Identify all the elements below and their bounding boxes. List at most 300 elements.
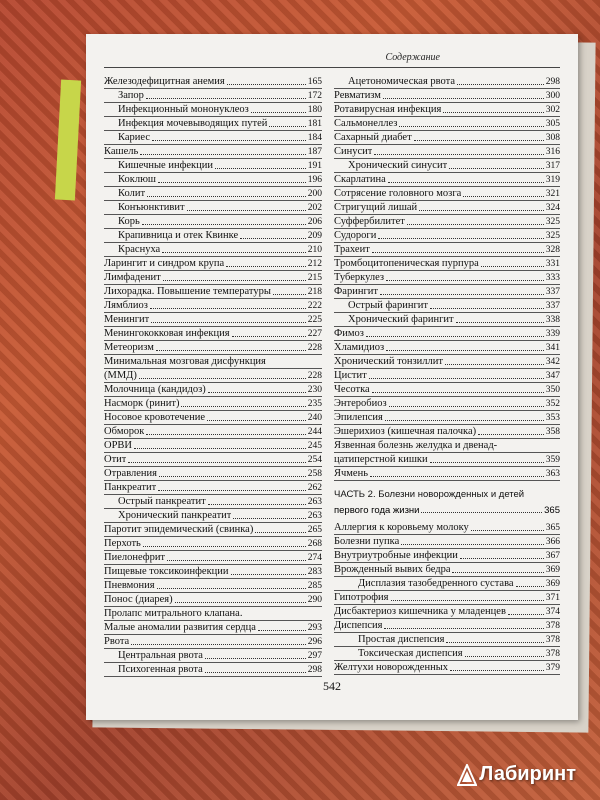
toc-entry[interactable]	[104, 454, 322, 467]
toc-entry[interactable]	[104, 649, 322, 662]
entry-title: Конъюнктивит	[118, 202, 185, 214]
entry-title: Кишечные инфекции	[118, 160, 214, 172]
toc-entry[interactable]	[334, 202, 560, 215]
entry-title: Малые аномалии развития сердца	[104, 621, 256, 633]
entry-title: Гипотрофия	[334, 592, 389, 604]
toc-entry[interactable]	[334, 160, 560, 173]
entry-title: Краснуха	[118, 244, 161, 256]
entry-title: Трахеит	[334, 244, 370, 256]
toc-entry[interactable]	[104, 398, 322, 411]
entry-title: Фимоз	[334, 328, 364, 340]
toc-entry[interactable]	[104, 537, 322, 550]
leader-dots	[380, 294, 544, 295]
entry-title: Отравления	[104, 467, 157, 479]
leader-dots	[233, 518, 305, 519]
entry-title: Дисплазия тазобедренного сустава	[358, 578, 514, 590]
entry-page: 305	[545, 119, 560, 130]
entry-page: 328	[545, 245, 560, 256]
toc-entry[interactable]	[104, 426, 322, 439]
entry-title: Колит	[118, 188, 146, 200]
toc-entry[interactable]	[334, 216, 560, 229]
toc-entry[interactable]	[334, 592, 560, 605]
entry-title: Пневмония	[104, 579, 155, 591]
toc-entry[interactable]	[104, 202, 322, 215]
entry-title: Рвота	[104, 635, 130, 647]
entry-page: 298	[307, 664, 322, 675]
entry-title: Болезни пупка	[334, 536, 400, 548]
leader-dots	[208, 504, 306, 505]
toc-entry[interactable]	[334, 564, 560, 577]
watermark-text: Лабиринт	[479, 763, 576, 785]
leader-dots	[407, 224, 544, 225]
toc-entry[interactable]	[334, 76, 560, 89]
leader-dots	[421, 512, 542, 513]
toc-entry[interactable]	[334, 132, 560, 145]
entry-page: 367	[545, 551, 560, 562]
leader-dots	[374, 154, 543, 155]
toc-entry[interactable]	[104, 663, 322, 676]
entry-page: 225	[307, 315, 322, 326]
entry-title: Ячмень	[334, 467, 368, 479]
entry-title: Чесотка	[334, 384, 370, 396]
toc-entry[interactable]	[334, 426, 560, 439]
toc-entry[interactable]	[334, 244, 560, 257]
toc-entry[interactable]	[334, 398, 560, 411]
entry-title: Хронический панкреатит	[118, 509, 232, 521]
leader-dots	[134, 448, 306, 449]
toc-entry[interactable]	[334, 342, 560, 355]
entry-page: 365	[545, 523, 560, 534]
book-cover-edge	[55, 80, 81, 201]
entry-page: 347	[545, 371, 560, 382]
toc-entry[interactable]	[104, 146, 322, 159]
leader-dots	[370, 476, 544, 477]
entry-title: Сальмонеллез	[334, 118, 398, 130]
entry-title: Кашель	[104, 146, 139, 158]
entry-title: Обморок	[104, 426, 145, 437]
toc-entry[interactable]	[334, 662, 560, 675]
watermark-logo	[457, 763, 576, 786]
toc-entry[interactable]	[104, 607, 322, 620]
leader-dots	[181, 406, 305, 407]
leader-dots	[231, 574, 306, 575]
toc-entry[interactable]	[104, 468, 322, 481]
toc-entry[interactable]	[104, 384, 322, 397]
entry-page: 222	[307, 301, 322, 312]
leader-dots	[159, 476, 306, 477]
leader-dots	[449, 168, 544, 169]
labirint-logo-icon	[457, 764, 477, 786]
entry-title: Панкреатит	[104, 481, 157, 493]
toc-entry[interactable]	[104, 635, 322, 648]
entry-title: Аллергия к коровьему молоку	[334, 522, 469, 534]
leader-dots	[401, 544, 543, 545]
toc-entry[interactable]	[104, 342, 322, 355]
entry-page: 378	[545, 635, 560, 646]
toc-entry[interactable]	[104, 188, 322, 201]
toc-entry[interactable]	[104, 244, 322, 257]
toc-entry[interactable]	[104, 286, 322, 299]
leader-dots	[460, 558, 544, 559]
entry-page: 321	[545, 189, 560, 200]
entry-title: Корь	[118, 216, 140, 228]
entry-page: 359	[545, 454, 560, 465]
toc-entry[interactable]	[104, 300, 322, 313]
toc-entry[interactable]	[104, 496, 322, 509]
leader-dots	[478, 434, 544, 435]
entry-page: 202	[307, 203, 322, 214]
entry-title: Ротавирусная инфекция	[334, 104, 442, 116]
entry-page: 274	[307, 552, 322, 563]
toc-entry[interactable]	[334, 634, 560, 647]
toc-entry[interactable]	[334, 370, 560, 383]
toc-entry[interactable]	[334, 356, 560, 369]
toc-entry[interactable]	[104, 104, 322, 117]
entry-title: Желтухи новорожденных	[334, 662, 449, 674]
toc-entry[interactable]	[104, 174, 322, 187]
page-number: 542	[323, 679, 341, 693]
entry-page: 319	[545, 175, 560, 186]
toc-entry[interactable]	[104, 593, 322, 606]
part2-title-line2-row	[334, 503, 560, 516]
toc-entry[interactable]	[334, 550, 560, 563]
entry-page: 337	[545, 287, 560, 298]
entry-title: Отит	[104, 453, 127, 465]
toc-entry[interactable]	[334, 468, 560, 481]
entry-title: Тромбоцитопеническая пурпура	[334, 258, 479, 270]
toc-entry[interactable]	[334, 188, 560, 201]
toc-entry[interactable]	[334, 286, 560, 299]
entry-page: 333	[545, 273, 560, 284]
entry-page: 210	[307, 245, 322, 256]
toc-entry[interactable]	[104, 132, 322, 145]
entry-title: Пиелонефрит	[104, 551, 166, 563]
toc-entry[interactable]	[334, 328, 560, 341]
entry-page: 358	[545, 427, 560, 437]
leader-dots	[383, 98, 544, 99]
entry-page: 308	[545, 133, 560, 144]
entry-page: 227	[307, 329, 322, 340]
entry-page: 180	[307, 105, 322, 116]
entry-page: 206	[307, 217, 322, 228]
toc-entry[interactable]	[334, 578, 560, 591]
toc-entry[interactable]	[334, 230, 560, 243]
leader-dots	[419, 210, 544, 211]
entry-title: Железодефицитная анемия	[104, 76, 225, 88]
toc-entry[interactable]	[104, 370, 322, 383]
leader-dots	[452, 572, 543, 573]
leader-dots	[450, 670, 544, 671]
toc-right-list	[334, 76, 560, 481]
toc-entry[interactable]	[104, 230, 322, 243]
toc-entry[interactable]	[104, 328, 322, 341]
entry-page: 317	[545, 161, 560, 172]
leader-dots	[150, 308, 306, 309]
entry-page: 337	[545, 301, 560, 312]
toc-entry[interactable]	[334, 146, 560, 159]
entry-page: 371	[545, 593, 560, 604]
entry-title: Стригущий лишай	[334, 202, 418, 214]
leader-dots	[391, 600, 544, 601]
entry-title: Инфекция мочевыводящих путей	[118, 118, 268, 130]
entry-page: 374	[545, 607, 560, 618]
entry-title: Паротит эпидемический (свинка)	[104, 523, 254, 535]
entry-page: 263	[307, 510, 322, 521]
entry-title: Сахарный диабет	[334, 132, 412, 144]
entry-page: 228	[307, 343, 322, 354]
toc-entry[interactable]	[334, 648, 560, 661]
entry-page: 209	[307, 231, 322, 242]
entry-page: 212	[307, 259, 322, 270]
entry-title: Инфекционный мононуклеоз	[118, 104, 249, 116]
entry-page: 341	[545, 343, 560, 354]
leader-dots	[152, 140, 306, 141]
toc-entry[interactable]	[334, 522, 560, 535]
leader-dots	[143, 546, 306, 547]
leader-dots	[430, 308, 544, 309]
leader-dots	[384, 628, 543, 629]
toc-entry[interactable]	[104, 356, 322, 369]
entry-title: Сотрясение головного мозга	[334, 188, 462, 200]
entry-page: 378	[545, 621, 560, 632]
entry-page: 254	[307, 454, 322, 465]
leader-dots	[162, 252, 306, 253]
toc-entry[interactable]	[104, 76, 322, 89]
leader-dots	[240, 238, 306, 239]
toc-entry[interactable]	[334, 536, 560, 549]
part2-heading	[334, 489, 560, 516]
entry-page: 187	[307, 147, 322, 158]
leader-dots	[372, 252, 544, 253]
toc-entry[interactable]	[334, 118, 560, 131]
part2-title-line2: первого года жизни	[334, 504, 420, 516]
toc-entry[interactable]	[104, 510, 322, 523]
entry-title: Цистит	[334, 370, 367, 382]
entry-page: 285	[307, 580, 322, 591]
toc-entry[interactable]	[334, 620, 560, 633]
leader-dots	[456, 322, 544, 323]
entry-page: 379	[545, 663, 560, 674]
entry-title: Простая диспепсия	[358, 634, 445, 646]
entry-title: Перхоть	[104, 537, 141, 549]
entry-page: 338	[545, 315, 560, 326]
entry-title: Центральная рвота	[118, 649, 203, 661]
entry-page: 240	[307, 413, 322, 424]
toc-right-column	[334, 76, 560, 676]
entry-title: Пролапс митрального клапана.	[104, 607, 243, 619]
toc-entry[interactable]	[334, 90, 560, 103]
entry-page: 324	[545, 203, 560, 214]
toc-entry[interactable]	[104, 524, 322, 537]
leader-dots	[208, 392, 306, 393]
leader-dots	[207, 420, 306, 421]
leader-dots	[158, 182, 306, 183]
entry-page: 263	[307, 496, 322, 507]
leader-dots	[386, 350, 544, 351]
entry-title: Крапивница и отек Квинке	[118, 230, 239, 242]
entry-title: Врожденный вывих бедра	[334, 564, 451, 576]
leader-dots	[226, 266, 306, 267]
entry-page: 265	[307, 524, 322, 535]
toc-entry[interactable]	[104, 160, 322, 173]
entry-page: 300	[545, 91, 560, 102]
leader-dots	[463, 196, 543, 197]
entry-title: Минимальная мозговая дисфункция	[104, 356, 266, 368]
entry-title: Ревматизм	[334, 90, 381, 102]
leader-dots	[508, 614, 544, 615]
toc-entry[interactable]	[104, 90, 322, 103]
entry-page: 165	[307, 77, 322, 88]
toc-entry[interactable]	[104, 412, 322, 425]
toc-entry[interactable]	[334, 174, 560, 187]
entry-title: Кариес	[118, 132, 150, 144]
toc-entry[interactable]	[104, 258, 322, 271]
leader-dots	[205, 672, 306, 673]
leader-dots	[131, 644, 306, 645]
leader-dots	[446, 642, 543, 643]
entry-title: ОРВИ	[104, 439, 133, 451]
entry-page: 352	[545, 399, 560, 410]
leader-dots	[516, 586, 544, 587]
entry-page: 350	[545, 385, 560, 396]
toc-entry[interactable]	[334, 606, 560, 619]
toc-entry[interactable]	[104, 565, 322, 578]
leader-dots	[430, 462, 544, 463]
leader-dots	[227, 84, 306, 85]
leader-dots	[471, 530, 544, 531]
toc-entry[interactable]	[104, 272, 322, 285]
toc-entry[interactable]	[334, 104, 560, 117]
leader-dots	[175, 602, 306, 603]
entry-title: Энтеробиоз	[334, 398, 387, 410]
entry-title: Хронический тонзиллит	[334, 356, 443, 368]
entry-title: Насморк (ринит)	[104, 398, 180, 410]
leader-dots	[273, 294, 306, 295]
entry-title: Понос (диарея)	[104, 593, 173, 605]
leader-dots	[389, 406, 544, 407]
entry-page: 245	[307, 440, 322, 451]
entry-title: Хронический фарингит	[348, 314, 454, 326]
entry-title: Эшерихиоз (кишечная палочка)	[334, 426, 477, 437]
toc-entry[interactable]	[104, 482, 322, 495]
entry-page: 297	[307, 650, 322, 661]
toc-entry[interactable]	[334, 272, 560, 285]
entry-title: Диспепсия	[334, 620, 383, 632]
entry-title: Эпилепсия	[334, 412, 383, 424]
entry-page: 378	[545, 649, 560, 660]
leader-dots	[151, 322, 306, 323]
leader-dots	[146, 434, 305, 435]
entry-page: 290	[307, 594, 322, 605]
toc-entry[interactable]	[104, 440, 322, 453]
entry-title: Синусит	[334, 146, 373, 158]
entry-page: 339	[545, 329, 560, 340]
entry-title: Метеоризм	[104, 342, 154, 354]
entry-page: 244	[307, 427, 322, 437]
entry-title: Ацетономическая рвота	[348, 76, 456, 88]
leader-dots	[158, 490, 306, 491]
entry-page: 235	[307, 399, 322, 410]
leader-dots	[215, 168, 306, 169]
entry-title: Молочница (кандидоз)	[104, 384, 206, 396]
entry-page: 369	[545, 579, 560, 590]
part2-title-line1: ЧАСТЬ 2. Болезни новорожденных и детей	[334, 488, 525, 500]
leader-dots	[372, 392, 544, 393]
entry-title: Лимфаденит	[104, 272, 161, 284]
entry-title: Язвенная болезнь желудка и двенад-	[334, 439, 498, 451]
toc-entry[interactable]	[104, 216, 322, 229]
entry-title: Дисбактериоз кишечника у младенцев	[334, 606, 506, 618]
toc-entry[interactable]	[104, 579, 322, 592]
leader-dots	[269, 126, 305, 127]
leader-dots	[232, 336, 306, 337]
entry-title: Туберкулез	[334, 272, 385, 284]
entry-title: Ларингит и синдром крупа	[104, 258, 225, 270]
entry-page: 283	[307, 566, 322, 577]
toc-part2-list	[334, 522, 560, 675]
toc-entry[interactable]	[104, 118, 322, 131]
entry-title: Судороги	[334, 230, 377, 242]
toc-entry[interactable]	[334, 314, 560, 327]
leader-dots	[128, 462, 305, 463]
toc-entry[interactable]	[104, 314, 322, 327]
toc-entry[interactable]	[334, 258, 560, 271]
part2-page: 365	[544, 504, 560, 516]
entry-title: Психогенная рвота	[118, 663, 203, 675]
leader-dots	[445, 364, 544, 365]
toc-entry[interactable]	[334, 300, 560, 313]
entry-page: 200	[307, 189, 322, 200]
entry-page: 196	[307, 175, 322, 186]
entry-page: 184	[307, 133, 322, 144]
leader-dots	[156, 350, 306, 351]
entry-page: 172	[307, 91, 322, 102]
toc-entry[interactable]	[334, 412, 560, 425]
entry-page: 363	[545, 468, 560, 479]
entry-title: Фарингит	[334, 286, 378, 298]
toc-entry[interactable]	[104, 621, 322, 634]
leader-dots	[146, 98, 306, 99]
leader-dots	[399, 126, 543, 127]
book-page	[86, 34, 578, 720]
leader-dots	[386, 280, 544, 281]
leader-dots	[205, 658, 306, 659]
leader-dots	[251, 112, 306, 113]
entry-page: 258	[307, 468, 322, 479]
leader-dots	[255, 532, 305, 533]
entry-page: 191	[307, 161, 322, 172]
leader-dots	[187, 210, 306, 211]
entry-page: 296	[307, 636, 322, 647]
leader-dots	[369, 378, 544, 379]
entry-title: Лямблиоз	[104, 300, 148, 312]
entry-page: 316	[545, 147, 560, 158]
leader-dots	[142, 224, 306, 225]
entry-page: 325	[545, 231, 560, 242]
leader-dots	[378, 238, 543, 239]
toc-entry[interactable]	[334, 440, 560, 453]
entry-page: 342	[545, 357, 560, 368]
leader-dots	[147, 196, 306, 197]
entry-title: Хламидиоз	[334, 342, 385, 354]
entry-title: Хронический синусит	[348, 160, 448, 172]
entry-title: Носовое кровотечение	[104, 412, 205, 424]
toc-entry[interactable]	[334, 384, 560, 397]
toc-entry[interactable]	[104, 551, 322, 564]
page-header	[104, 52, 560, 68]
toc-entry[interactable]	[334, 454, 560, 467]
leader-dots	[414, 140, 544, 141]
